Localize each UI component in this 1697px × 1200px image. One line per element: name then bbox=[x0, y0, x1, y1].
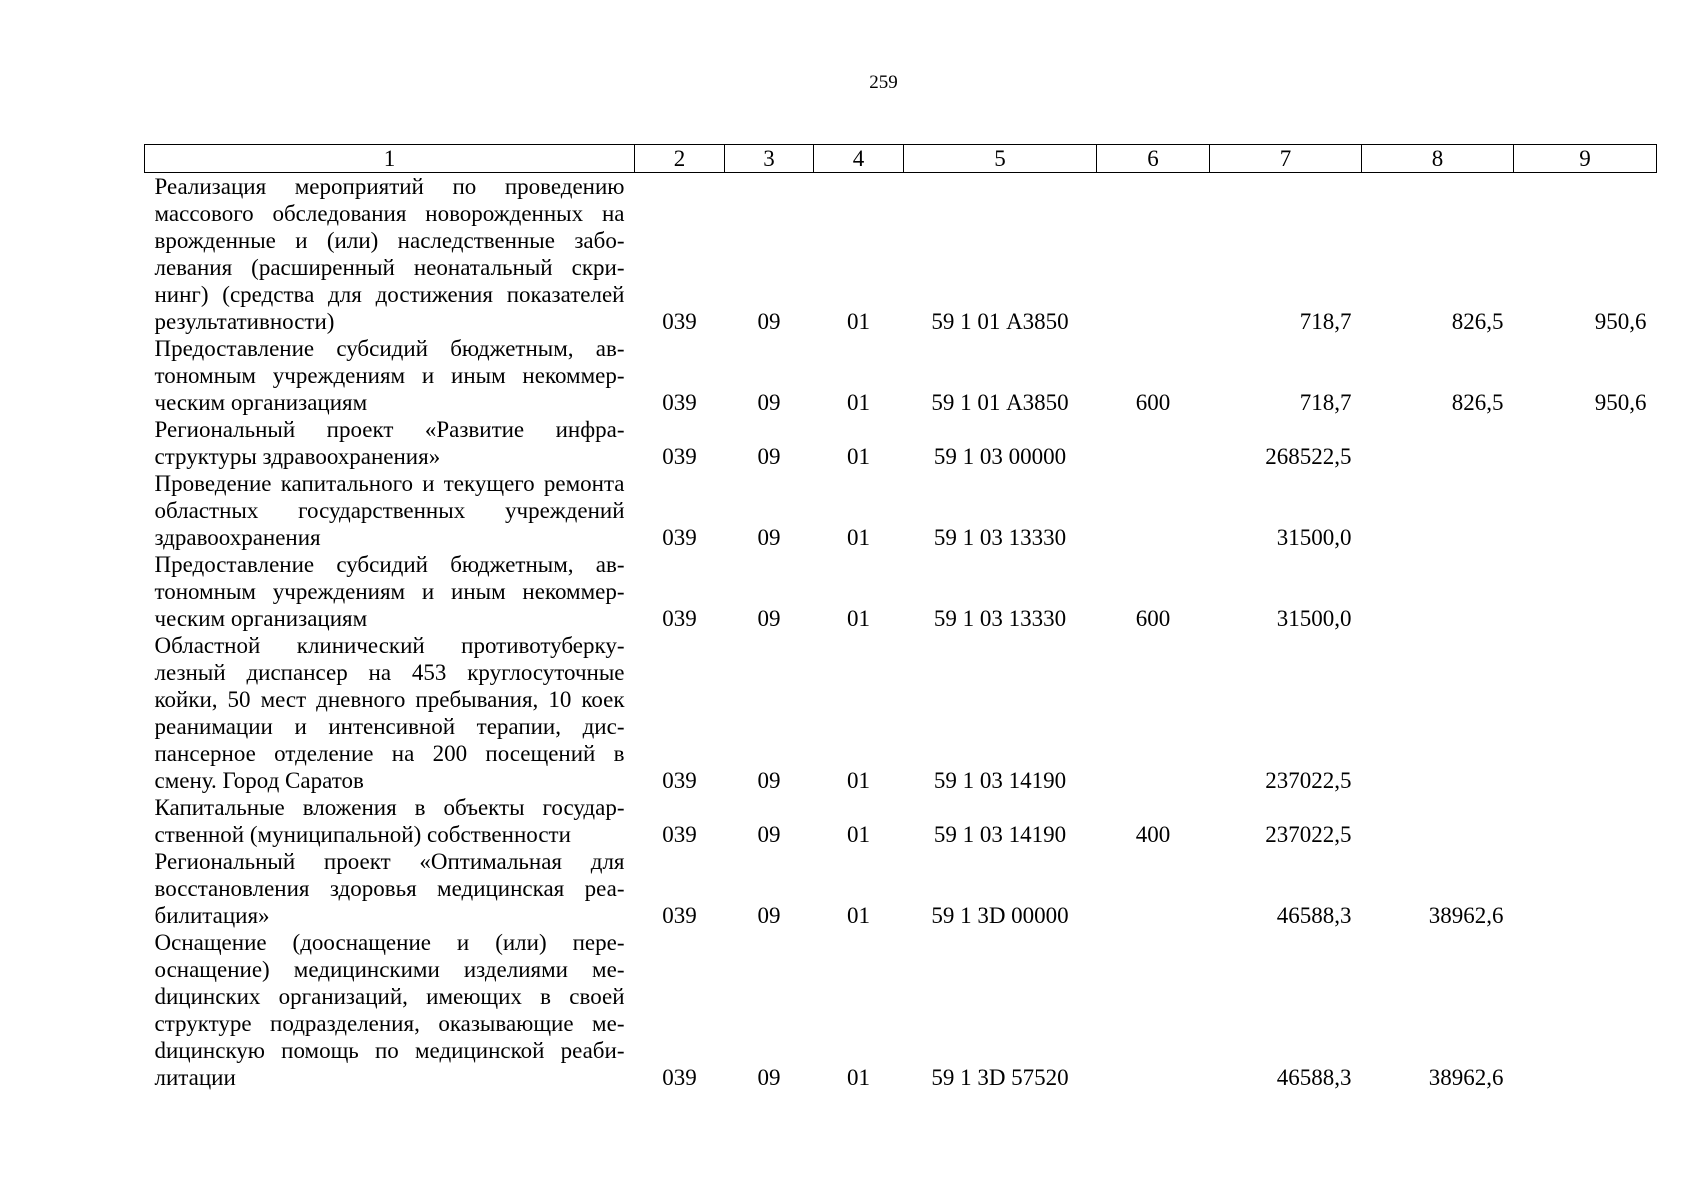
cell-amount-col9 bbox=[1514, 470, 1657, 551]
cell-target-article: 59 1 03 14190 bbox=[933, 768, 1067, 793]
table-row bbox=[145, 632, 1657, 794]
cell-subsection: 01 bbox=[847, 390, 870, 415]
cell-expense-type: 600 bbox=[1135, 606, 1171, 631]
cell-amount-col7: 31500,0 bbox=[1276, 606, 1352, 631]
cell-expense-type bbox=[1097, 632, 1210, 794]
cell-amount-col8 bbox=[1362, 416, 1514, 470]
cell-expense-type bbox=[1097, 848, 1210, 929]
cell-amount-col8: 38962,6 bbox=[1428, 1065, 1504, 1090]
cell-amount-col9 bbox=[1514, 632, 1657, 794]
cell-amount-col8 bbox=[1362, 632, 1514, 794]
cell-section: 09 bbox=[757, 903, 781, 928]
cell-target-article: 59 1 03 00000 bbox=[933, 444, 1067, 469]
cell-amount-col8 bbox=[1362, 551, 1514, 632]
cell-expense-type: 400 bbox=[1135, 822, 1171, 847]
cell-amount-col7: 46588,3 bbox=[1276, 903, 1352, 928]
column-header: 9 bbox=[1514, 145, 1657, 173]
cell-subsection: 01 bbox=[847, 309, 870, 334]
cell-amount-col9 bbox=[1514, 794, 1657, 848]
row-name: Проведение капитального и текущего ремонта областных государственных учреждений здравоохранения bbox=[154, 471, 625, 550]
cell-amount-col7: 268522,5 bbox=[1265, 444, 1352, 469]
cell-amount-col8 bbox=[1362, 794, 1514, 848]
cell-amount-col7: 718,7 bbox=[1299, 309, 1352, 334]
table-row bbox=[145, 173, 1657, 336]
table-row bbox=[145, 551, 1657, 632]
cell-target-article: 59 1 01 А3850 bbox=[931, 390, 1069, 415]
column-header: 7 bbox=[1210, 145, 1362, 173]
table-row bbox=[145, 416, 1657, 470]
cell-expense-type bbox=[1097, 929, 1210, 1091]
table-row bbox=[145, 848, 1657, 929]
row-name: Областной клинический противотуберкулезный диспансер на 453 круглосуточные койки, 50 мест дневного пребывания, 10 коек реанимации и интенсивной терапии, диспансерное отделение на 200 посещений в смену. Город Саратов bbox=[154, 633, 625, 793]
cell-subsection: 01 bbox=[847, 444, 870, 469]
cell-subsection: 01 bbox=[847, 1065, 870, 1090]
cell-expense-type: 600 bbox=[1135, 390, 1171, 415]
cell-amount-col7: 46588,3 bbox=[1276, 1065, 1352, 1090]
column-header: 3 bbox=[725, 145, 814, 173]
column-header: 2 bbox=[635, 145, 725, 173]
cell-amount-col9 bbox=[1514, 848, 1657, 929]
row-name: Предоставление субсидий бюджетным, автономным учреждениям и иным некоммерческим организациям bbox=[154, 336, 625, 415]
cell-ministry-code: 039 bbox=[662, 768, 697, 793]
cell-expense-type bbox=[1097, 173, 1210, 336]
cell-section: 09 bbox=[757, 309, 781, 334]
row-name: Оснащение (дооснащение и (или) переоснащение) медицинскими изделиями меdицинских организаций, имеющих в своей структуре подразделения, оказывающие меdицинскую помощь по медицинской реабилитации bbox=[154, 930, 625, 1090]
cell-target-article: 59 1 03 13330 bbox=[933, 606, 1067, 631]
table-row bbox=[145, 929, 1657, 1091]
row-name: Региональный проект «Развитие инфраструктуры здравоохранения» bbox=[154, 417, 625, 469]
cell-subsection: 01 bbox=[847, 525, 870, 550]
cell-section: 09 bbox=[757, 444, 781, 469]
cell-target-article: 59 1 03 13330 bbox=[933, 525, 1067, 550]
cell-amount-col7: 718,7 bbox=[1299, 390, 1352, 415]
cell-subsection: 01 bbox=[847, 768, 870, 793]
column-header: 4 bbox=[814, 145, 904, 173]
column-header: 6 bbox=[1097, 145, 1210, 173]
row-name: Капитальные вложения в объекты государственной (муниципальной) собственности bbox=[154, 795, 625, 847]
cell-amount-col9: 950,6 bbox=[1594, 309, 1647, 334]
column-header: 8 bbox=[1362, 145, 1514, 173]
cell-section: 09 bbox=[757, 390, 781, 415]
cell-amount-col8: 826,5 bbox=[1451, 390, 1504, 415]
cell-amount-col9 bbox=[1514, 416, 1657, 470]
cell-amount-col8 bbox=[1362, 470, 1514, 551]
cell-ministry-code: 039 bbox=[662, 822, 697, 847]
cell-subsection: 01 bbox=[847, 606, 870, 631]
cell-target-article: 59 1 03 14190 bbox=[933, 822, 1067, 847]
table-row bbox=[145, 470, 1657, 551]
cell-expense-type bbox=[1097, 416, 1210, 470]
cell-section: 09 bbox=[757, 822, 781, 847]
cell-amount-col7: 237022,5 bbox=[1265, 768, 1352, 793]
cell-ministry-code: 039 bbox=[662, 309, 697, 334]
cell-expense-type bbox=[1097, 470, 1210, 551]
cell-amount-col9 bbox=[1514, 929, 1657, 1091]
cell-ministry-code: 039 bbox=[662, 444, 697, 469]
cell-ministry-code: 039 bbox=[662, 390, 697, 415]
row-name: Реализация мероприятий по проведению массового обследования новорожденных на врожденные и (или) наследственные заболевания (расширенный неонатальный скрининг) (средства для достижения показателей результативности) bbox=[154, 174, 625, 334]
cell-section: 09 bbox=[757, 606, 781, 631]
budget-table bbox=[144, 144, 1657, 1091]
cell-ministry-code: 039 bbox=[662, 525, 697, 550]
cell-ministry-code: 039 bbox=[662, 606, 697, 631]
cell-ministry-code: 039 bbox=[662, 1065, 697, 1090]
cell-amount-col9: 950,6 bbox=[1594, 390, 1647, 415]
cell-section: 09 bbox=[757, 525, 781, 550]
cell-subsection: 01 bbox=[847, 822, 870, 847]
cell-section: 09 bbox=[757, 768, 781, 793]
cell-target-article: 59 1 3D 57520 bbox=[931, 1065, 1069, 1090]
cell-section: 09 bbox=[757, 1065, 781, 1090]
cell-amount-col7: 237022,5 bbox=[1265, 822, 1352, 847]
table-row bbox=[145, 335, 1657, 416]
column-number-header-row bbox=[145, 145, 1657, 173]
cell-amount-col9 bbox=[1514, 551, 1657, 632]
cell-target-article: 59 1 3D 00000 bbox=[931, 903, 1069, 928]
cell-target-article: 59 1 01 А3850 bbox=[931, 309, 1069, 334]
cell-amount-col8: 38962,6 bbox=[1428, 903, 1504, 928]
cell-ministry-code: 039 bbox=[662, 903, 697, 928]
cell-amount-col8: 826,5 bbox=[1451, 309, 1504, 334]
column-header: 1 bbox=[145, 145, 635, 173]
column-header: 5 bbox=[904, 145, 1097, 173]
page-number: 259 bbox=[869, 72, 898, 93]
row-name: Предоставление субсидий бюджетным, автономным учреждениям и иным некоммерческим организациям bbox=[154, 552, 625, 631]
cell-subsection: 01 bbox=[847, 903, 870, 928]
cell-amount-col7: 31500,0 bbox=[1276, 525, 1352, 550]
row-name: Региональный проект «Оптимальная для восстановления здоровья медицинская реабилитация» bbox=[154, 849, 625, 928]
table-row bbox=[145, 794, 1657, 848]
